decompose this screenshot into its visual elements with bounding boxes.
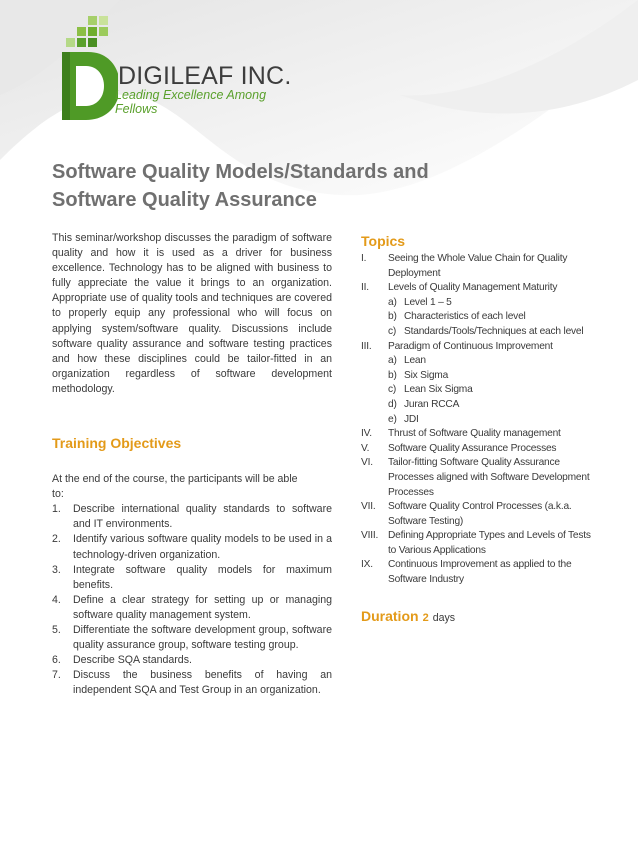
topic-subitem: c) Standards/Tools/Techniques at each level xyxy=(388,325,584,337)
topic-sublist xyxy=(388,354,601,427)
topic-item: II. Levels of Quality Management Maturity a) Level 1 – 5 b) Characteristics of each level c) Standards/Tools/Techniques at each level xyxy=(361,281,601,339)
page-title-line-2: Software Quality Assurance xyxy=(52,189,317,211)
topic-item: III. Paradigm of Continuous Improvement a) Lean b) Six Sigma c) Lean Six Sigma d) Juran RCCA e) JDI xyxy=(361,340,601,428)
duration xyxy=(361,608,601,624)
topic-item: I. Seeing the Whole Value Chain for Quality Deployment xyxy=(361,253,568,279)
company-tagline: Leading Excellence Among Fellows xyxy=(115,88,267,116)
objective-item: 7. Discuss the business benefits of having an independent SQA and Test Group in an organization. xyxy=(52,669,332,697)
topic-subitem: c) Lean Six Sigma xyxy=(388,384,473,396)
objective-item: 3. Integrate software quality models for maximum benefits. xyxy=(52,563,332,591)
objective-item: 4. Define a clear strategy for setting up or managing software quality management system. xyxy=(52,593,332,621)
digileaf-d-logo-icon xyxy=(58,14,118,124)
page-title-line-1: Software Quality Models/Standards and xyxy=(52,161,429,183)
topic-item: VII. Software Quality Control Processes (a.k.a. Software Testing) xyxy=(361,501,572,527)
objective-item: 6. Describe SQA standards. xyxy=(52,654,192,667)
topic-subitem: e) JDI xyxy=(388,413,419,425)
right-column xyxy=(361,233,601,624)
objectives-lead: At the end of the course, the participants will be able to: xyxy=(52,473,298,501)
objective-item: 1. Describe international quality standards to software and IT environments. xyxy=(52,503,332,531)
topic-subitem: a) Level 1 – 5 xyxy=(388,296,452,308)
topic-subitem: b) Characteristics of each level xyxy=(388,311,526,323)
duration-label: Duration xyxy=(361,607,419,624)
topic-item: VIII. Defining Appropriate Types and Levels of Tests to Various Applications xyxy=(361,530,591,556)
topics-heading: Topics xyxy=(361,233,406,249)
topic-item: IX. Continuous Improvement as applied to the Software Industry xyxy=(361,559,572,586)
topic-subitem: b) Six Sigma xyxy=(388,369,449,381)
company-name: DIGILEAF INC. xyxy=(118,62,292,90)
topic-sublist xyxy=(388,296,601,340)
company-logo xyxy=(58,14,298,138)
topic-subitem: d) Juran RCCA xyxy=(388,398,460,410)
training-objectives-heading: Training Objectives xyxy=(52,435,182,452)
intro-paragraph: This seminar/workshop discusses the paradigm of software quality and how it is used as a driver for business excellence. Technology has to be aligned with business to fully appreciate the value it brings to an organization. Appropriate use of quality tools and techniques are covered to properly equip any professional who will focus on applying system/software quality. Discussions include software quality assurance and software testing practices and how these disciplines could be tailor-fitted in an organization regardless of software development methodology. xyxy=(52,232,332,395)
topic-item: IV. Thrust of Software Quality management xyxy=(361,428,561,440)
objective-item: 5. Differentiate the software development group, software quality assurance group, software testing group. xyxy=(52,623,332,652)
topic-subitem: a) Lean xyxy=(388,355,426,367)
topic-item: V. Software Quality Assurance Processes xyxy=(361,442,557,454)
duration-value: 2 xyxy=(422,611,429,624)
page-title xyxy=(52,158,522,214)
objectives-list xyxy=(52,502,332,698)
duration-unit: days xyxy=(432,611,456,624)
left-column xyxy=(52,231,332,698)
topic-item: VI. Tailor-fitting Software Quality Assurance Processes aligned with Software Development Processes xyxy=(361,457,590,498)
objective-item: 2. Identify various software quality models to be used in a technology-driven organization. xyxy=(52,533,332,561)
